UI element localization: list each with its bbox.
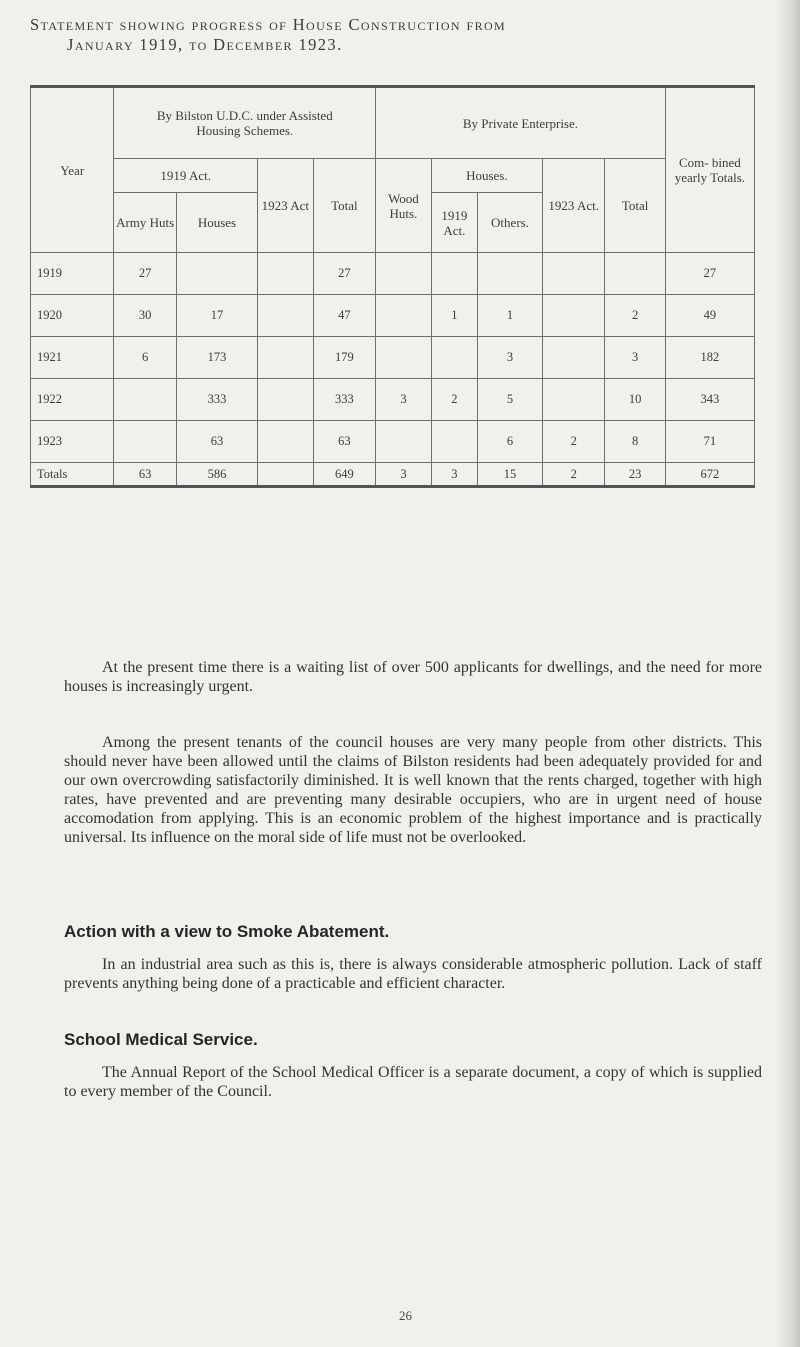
combined-cell: 49 [665,295,754,337]
private-total-cell: 3 [605,337,665,379]
title-line-2: January 1919, to December 1923. [67,35,343,54]
private-1923-cell: 2 [542,421,605,463]
statement-title [30,15,790,55]
header-private-total: Total [605,159,665,253]
year-cell: 1919 [31,253,114,295]
act1923-cell [258,379,314,421]
total-cell: 47 [313,295,376,337]
header-army-huts: Army Huts [114,193,177,253]
wood-huts-total: 3 [376,463,432,487]
table-row [31,253,755,295]
private-1923-total: 2 [542,463,605,487]
total-cell: 27 [313,253,376,295]
private-1919-cell: 1 [431,295,477,337]
smoke-abatement-paragraph [64,955,762,993]
bilston-grand-total: 649 [313,463,376,487]
header-wood-huts: Wood Huts. [376,159,432,253]
title-line-1: Statement showing progress of House Construction from [30,15,507,34]
act1923-total [258,463,314,487]
year-cell: 1920 [31,295,114,337]
private-1919-cell: 2 [431,379,477,421]
army-huts-cell [114,421,177,463]
table-row [31,421,755,463]
private-1919-total: 3 [431,463,477,487]
houses-total: 586 [176,463,257,487]
smoke-abatement-heading: Action with a view to Smoke Abatement. [64,922,390,941]
act1923-cell [258,337,314,379]
combined-grand-total: 672 [665,463,754,487]
wood-huts-cell [376,337,432,379]
army-huts-cell: 6 [114,337,177,379]
private-total-cell: 2 [605,295,665,337]
combined-cell: 343 [665,379,754,421]
header-combined-totals: Com- bined yearly Totals. [665,87,754,253]
private-1923-cell [542,253,605,295]
combined-cell: 71 [665,421,754,463]
army-huts-cell [114,379,177,421]
header-year: Year [31,87,114,253]
wood-huts-cell [376,295,432,337]
private-total-cell: 10 [605,379,665,421]
year-cell: 1922 [31,379,114,421]
header-bilston-total: Total [313,159,376,253]
total-cell: 63 [313,421,376,463]
combined-cell: 27 [665,253,754,295]
page-edge-shadow [774,0,800,1347]
others-cell: 3 [478,337,543,379]
houses-cell: 17 [176,295,257,337]
act1923-cell [258,253,314,295]
header-private-houses: Houses. [431,159,542,193]
tenants-text: Among the present tenants of the council houses are very many people from other districts. This should never have been allowed until the claims of Bilston residents had been adequately provided for and our own overcrowding satisfactorily diminished. It is well known that the rents charged, together with high rates, have prevented and are preventing many desirable occupiers, who are in urgent need of house accomodation from applying. This is an economic problem of the highest importance and is practically universal. Its influence on the moral side of life must not be overlooked. [64,734,762,846]
totals-label: Totals [31,463,114,487]
school-medical-text: The Annual Report of the School Medical Officer is a separate document, a copy of which is supplied to every member of the Council. [64,1064,762,1100]
private-1919-cell [431,253,477,295]
houses-cell: 63 [176,421,257,463]
combined-cell: 182 [665,337,754,379]
table-row [31,295,755,337]
header-private-1919-act: 1919 Act. [431,193,477,253]
private-1919-cell [431,421,477,463]
header-private-enterprise: By Private Enterprise. [376,87,666,159]
act1923-cell [258,421,314,463]
header-houses: Houses [176,193,257,253]
smoke-abatement-text: In an industrial area such as this is, there is always considerable atmospheric pollution. Lack of staff prevents anything being done of a practicable and efficient character. [64,956,762,992]
houses-cell: 333 [176,379,257,421]
table-row [31,379,755,421]
act1923-cell [258,295,314,337]
waiting-list-paragraph [64,658,762,696]
army-huts-total: 63 [114,463,177,487]
private-1919-cell [431,337,477,379]
totals-row [31,463,755,487]
army-huts-cell: 30 [114,295,177,337]
table-row [31,337,755,379]
tenants-paragraph [64,733,762,847]
houses-cell [176,253,257,295]
header-private-1923-act: 1923 Act. [542,159,605,253]
others-total: 15 [478,463,543,487]
others-cell [478,253,543,295]
wood-huts-cell [376,421,432,463]
school-medical-paragraph [64,1063,762,1101]
total-cell: 333 [313,379,376,421]
header-1919-act: 1919 Act. [114,159,258,193]
private-1923-cell [542,379,605,421]
houses-cell: 173 [176,337,257,379]
others-cell: 5 [478,379,543,421]
header-bilston-schemes: By Bilston U.D.C. under Assisted Housing Schemes. [114,87,376,159]
private-grand-total: 23 [605,463,665,487]
house-construction-table [30,85,755,488]
army-huts-cell: 27 [114,253,177,295]
wood-huts-cell: 3 [376,379,432,421]
header-others: Others. [478,193,543,253]
private-total-cell [605,253,665,295]
header-1923-act: 1923 Act [258,159,314,253]
others-cell: 1 [478,295,543,337]
year-cell: 1923 [31,421,114,463]
others-cell: 6 [478,421,543,463]
total-cell: 179 [313,337,376,379]
page-number: 26 [399,1308,412,1323]
private-1923-cell [542,295,605,337]
school-medical-heading: School Medical Service. [64,1030,258,1049]
year-cell: 1921 [31,337,114,379]
waiting-list-text: At the present time there is a waiting list of over 500 applicants for dwellings, and the need for more houses is increasingly urgent. [64,659,762,695]
private-total-cell: 8 [605,421,665,463]
private-1923-cell [542,337,605,379]
wood-huts-cell [376,253,432,295]
